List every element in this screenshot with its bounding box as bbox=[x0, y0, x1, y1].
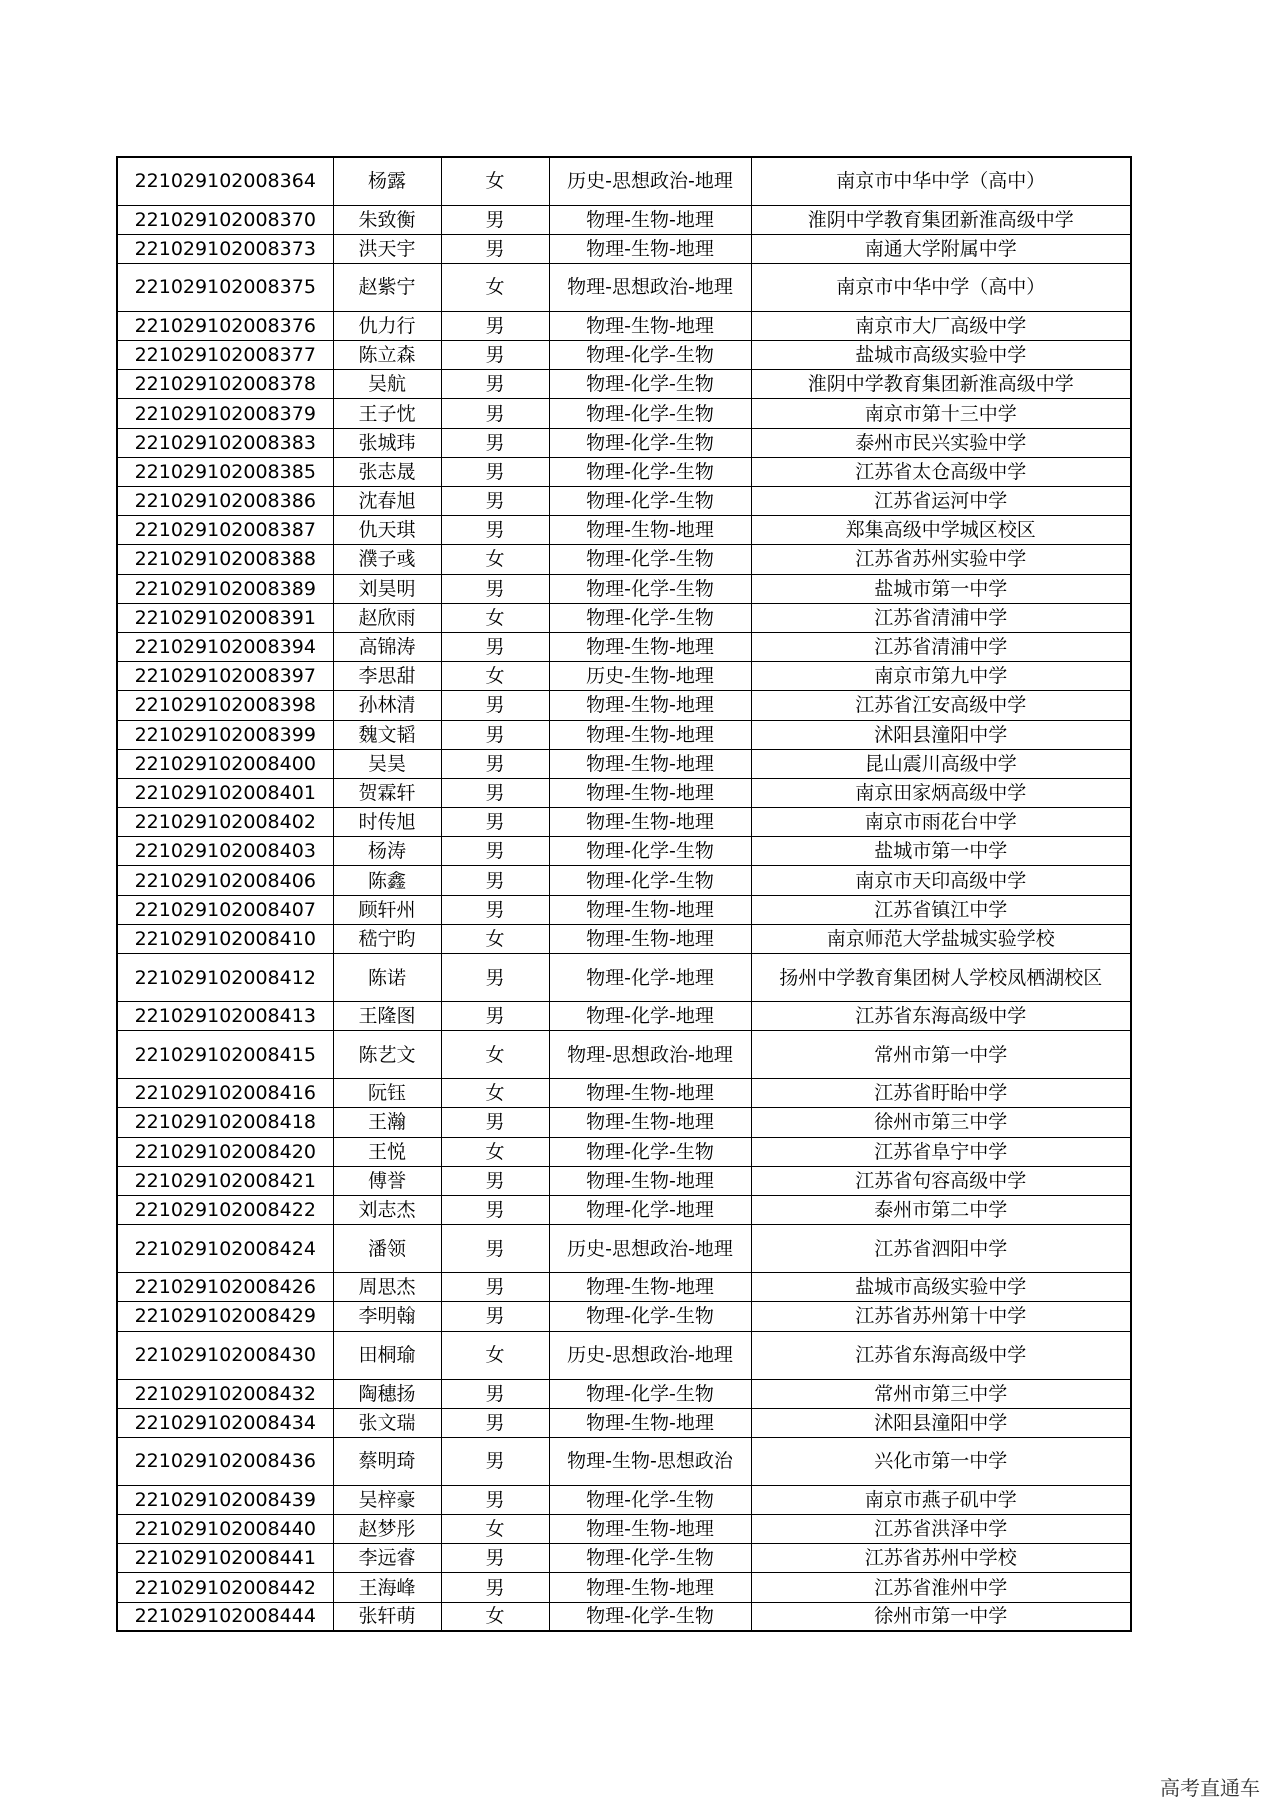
student-name-cell: 阮钰 bbox=[333, 1079, 441, 1108]
subject-combo-cell: 物理-化学-生物 bbox=[549, 1544, 751, 1573]
student-id-cell: 221029102008373 bbox=[117, 234, 333, 263]
student-name-cell: 李思甜 bbox=[333, 662, 441, 691]
gender-cell: 男 bbox=[441, 866, 549, 895]
table-row bbox=[117, 1379, 1131, 1408]
gender-cell: 女 bbox=[441, 924, 549, 953]
gender-cell: 男 bbox=[441, 1544, 549, 1573]
student-name-cell: 仇天琪 bbox=[333, 516, 441, 545]
gender-cell: 女 bbox=[441, 157, 549, 205]
student-id-cell: 221029102008442 bbox=[117, 1573, 333, 1602]
school-cell: 南京市燕子矶中学 bbox=[751, 1485, 1131, 1514]
student-name-cell: 顾轩州 bbox=[333, 895, 441, 924]
gender-cell: 男 bbox=[441, 205, 549, 234]
watermark-text: 高考直通车 bbox=[1160, 1776, 1260, 1800]
student-id-cell: 221029102008422 bbox=[117, 1195, 333, 1224]
school-cell: 泰州市民兴实验中学 bbox=[751, 428, 1131, 457]
student-name-cell: 嵇宁昀 bbox=[333, 924, 441, 953]
student-name-cell: 张志晟 bbox=[333, 457, 441, 486]
gender-cell: 男 bbox=[441, 234, 549, 263]
table-row bbox=[117, 545, 1131, 574]
school-cell: 江苏省淮州中学 bbox=[751, 1573, 1131, 1602]
subject-combo-cell: 物理-生物-地理 bbox=[549, 720, 751, 749]
table-row bbox=[117, 574, 1131, 603]
subject-combo-cell: 历史-生物-地理 bbox=[549, 662, 751, 691]
gender-cell: 男 bbox=[441, 778, 549, 807]
table-row bbox=[117, 263, 1131, 311]
student-name-cell: 李明翰 bbox=[333, 1302, 441, 1331]
student-id-cell: 221029102008391 bbox=[117, 603, 333, 632]
school-cell: 淮阴中学教育集团新淮高级中学 bbox=[751, 370, 1131, 399]
school-cell: 江苏省洪泽中学 bbox=[751, 1515, 1131, 1544]
table-row bbox=[117, 1031, 1131, 1079]
school-cell: 徐州市第一中学 bbox=[751, 1602, 1131, 1631]
gender-cell: 男 bbox=[441, 428, 549, 457]
table-row bbox=[117, 1137, 1131, 1166]
student-name-cell: 杨涛 bbox=[333, 837, 441, 866]
table-row bbox=[117, 662, 1131, 691]
table-row bbox=[117, 866, 1131, 895]
school-cell: 南京市天印高级中学 bbox=[751, 866, 1131, 895]
subject-combo-cell: 物理-生物-地理 bbox=[549, 808, 751, 837]
gender-cell: 男 bbox=[441, 574, 549, 603]
subject-combo-cell: 物理-化学-生物 bbox=[549, 603, 751, 632]
subject-combo-cell: 物理-化学-地理 bbox=[549, 954, 751, 1002]
student-id-cell: 221029102008394 bbox=[117, 632, 333, 661]
student-name-cell: 蔡明琦 bbox=[333, 1437, 441, 1485]
gender-cell: 男 bbox=[441, 1437, 549, 1485]
gender-cell: 男 bbox=[441, 370, 549, 399]
student-name-cell: 吴梓豪 bbox=[333, 1485, 441, 1514]
gender-cell: 男 bbox=[441, 487, 549, 516]
school-cell: 江苏省运河中学 bbox=[751, 487, 1131, 516]
student-id-cell: 221029102008399 bbox=[117, 720, 333, 749]
gender-cell: 男 bbox=[441, 1166, 549, 1195]
school-cell: 江苏省清浦中学 bbox=[751, 632, 1131, 661]
gender-cell: 男 bbox=[441, 749, 549, 778]
table-row bbox=[117, 1079, 1131, 1108]
school-cell: 常州市第三中学 bbox=[751, 1379, 1131, 1408]
student-name-cell: 赵梦彤 bbox=[333, 1515, 441, 1544]
student-id-cell: 221029102008403 bbox=[117, 837, 333, 866]
gender-cell: 男 bbox=[441, 311, 549, 340]
gender-cell: 男 bbox=[441, 399, 549, 428]
table-row bbox=[117, 632, 1131, 661]
student-id-cell: 221029102008421 bbox=[117, 1166, 333, 1195]
student-name-cell: 潘领 bbox=[333, 1225, 441, 1273]
table-row bbox=[117, 341, 1131, 370]
student-id-cell: 221029102008440 bbox=[117, 1515, 333, 1544]
table-row bbox=[117, 837, 1131, 866]
subject-combo-cell: 物理-生物-地理 bbox=[549, 1515, 751, 1544]
school-cell: 沭阳县潼阳中学 bbox=[751, 1408, 1131, 1437]
gender-cell: 女 bbox=[441, 1079, 549, 1108]
student-id-cell: 221029102008432 bbox=[117, 1379, 333, 1408]
table-row bbox=[117, 808, 1131, 837]
table-row bbox=[117, 428, 1131, 457]
subject-combo-cell: 物理-生物-地理 bbox=[549, 234, 751, 263]
school-cell: 扬州中学教育集团树人学校凤栖湖校区 bbox=[751, 954, 1131, 1002]
student-id-cell: 221029102008415 bbox=[117, 1031, 333, 1079]
gender-cell: 男 bbox=[441, 837, 549, 866]
subject-combo-cell: 历史-思想政治-地理 bbox=[549, 1331, 751, 1379]
gender-cell: 男 bbox=[441, 720, 549, 749]
table-row bbox=[117, 311, 1131, 340]
table-row bbox=[117, 749, 1131, 778]
subject-combo-cell: 物理-化学-生物 bbox=[549, 1602, 751, 1631]
student-id-cell: 221029102008398 bbox=[117, 691, 333, 720]
student-id-cell: 221029102008379 bbox=[117, 399, 333, 428]
student-name-cell: 陈诺 bbox=[333, 954, 441, 1002]
school-cell: 南京师范大学盐城实验学校 bbox=[751, 924, 1131, 953]
subject-combo-cell: 历史-思想政治-地理 bbox=[549, 1225, 751, 1273]
student-id-cell: 221029102008420 bbox=[117, 1137, 333, 1166]
gender-cell: 女 bbox=[441, 662, 549, 691]
subject-combo-cell: 物理-生物-地理 bbox=[549, 632, 751, 661]
school-cell: 江苏省太仓高级中学 bbox=[751, 457, 1131, 486]
subject-combo-cell: 物理-生物-地理 bbox=[549, 895, 751, 924]
school-cell: 南京市第九中学 bbox=[751, 662, 1131, 691]
school-cell: 南京田家炳高级中学 bbox=[751, 778, 1131, 807]
gender-cell: 女 bbox=[441, 1331, 549, 1379]
gender-cell: 男 bbox=[441, 457, 549, 486]
student-id-cell: 221029102008387 bbox=[117, 516, 333, 545]
student-name-cell: 李远睿 bbox=[333, 1544, 441, 1573]
subject-combo-cell: 物理-化学-生物 bbox=[549, 370, 751, 399]
student-id-cell: 221029102008370 bbox=[117, 205, 333, 234]
student-name-cell: 张文瑞 bbox=[333, 1408, 441, 1437]
subject-combo-cell: 物理-化学-生物 bbox=[549, 545, 751, 574]
student-name-cell: 吴航 bbox=[333, 370, 441, 399]
school-cell: 郑集高级中学城区校区 bbox=[751, 516, 1131, 545]
subject-combo-cell: 物理-生物-地理 bbox=[549, 1079, 751, 1108]
gender-cell: 男 bbox=[441, 1573, 549, 1602]
table-row bbox=[117, 1273, 1131, 1302]
gender-cell: 男 bbox=[441, 516, 549, 545]
subject-combo-cell: 历史-思想政治-地理 bbox=[549, 157, 751, 205]
school-cell: 沭阳县潼阳中学 bbox=[751, 720, 1131, 749]
student-name-cell: 赵欣雨 bbox=[333, 603, 441, 632]
student-name-cell: 王海峰 bbox=[333, 1573, 441, 1602]
table-row bbox=[117, 1225, 1131, 1273]
gender-cell: 男 bbox=[441, 1225, 549, 1273]
table-body bbox=[117, 157, 1131, 1631]
student-name-cell: 傅誉 bbox=[333, 1166, 441, 1195]
student-id-cell: 221029102008412 bbox=[117, 954, 333, 1002]
student-name-cell: 陈鑫 bbox=[333, 866, 441, 895]
school-cell: 常州市第一中学 bbox=[751, 1031, 1131, 1079]
subject-combo-cell: 物理-生物-地理 bbox=[549, 311, 751, 340]
subject-combo-cell: 物理-化学-地理 bbox=[549, 1002, 751, 1031]
school-cell: 兴化市第一中学 bbox=[751, 1437, 1131, 1485]
school-cell: 南京市中华中学（高中） bbox=[751, 263, 1131, 311]
student-name-cell: 濮子彧 bbox=[333, 545, 441, 574]
student-name-cell: 高锦涛 bbox=[333, 632, 441, 661]
gender-cell: 男 bbox=[441, 691, 549, 720]
student-id-cell: 221029102008376 bbox=[117, 311, 333, 340]
subject-combo-cell: 物理-生物-地理 bbox=[549, 778, 751, 807]
student-name-cell: 张城玮 bbox=[333, 428, 441, 457]
school-cell: 泰州市第二中学 bbox=[751, 1195, 1131, 1224]
student-id-cell: 221029102008388 bbox=[117, 545, 333, 574]
school-cell: 淮阴中学教育集团新淮高级中学 bbox=[751, 205, 1131, 234]
gender-cell: 女 bbox=[441, 545, 549, 574]
table-row bbox=[117, 1302, 1131, 1331]
student-name-cell: 张轩萌 bbox=[333, 1602, 441, 1631]
student-name-cell: 陈立森 bbox=[333, 341, 441, 370]
student-id-cell: 221029102008441 bbox=[117, 1544, 333, 1573]
student-id-cell: 221029102008401 bbox=[117, 778, 333, 807]
school-cell: 盐城市高级实验中学 bbox=[751, 1273, 1131, 1302]
table-row bbox=[117, 895, 1131, 924]
table-row bbox=[117, 1437, 1131, 1485]
student-id-cell: 221029102008418 bbox=[117, 1108, 333, 1137]
student-name-cell: 仇力行 bbox=[333, 311, 441, 340]
student-name-cell: 王瀚 bbox=[333, 1108, 441, 1137]
student-name-cell: 王子忱 bbox=[333, 399, 441, 428]
table-row bbox=[117, 691, 1131, 720]
table-row bbox=[117, 1331, 1131, 1379]
table-row bbox=[117, 205, 1131, 234]
gender-cell: 男 bbox=[441, 1002, 549, 1031]
table-row bbox=[117, 778, 1131, 807]
student-name-cell: 刘志杰 bbox=[333, 1195, 441, 1224]
subject-combo-cell: 物理-化学-生物 bbox=[549, 837, 751, 866]
school-cell: 江苏省东海高级中学 bbox=[751, 1002, 1131, 1031]
student-name-cell: 陶穗扬 bbox=[333, 1379, 441, 1408]
school-cell: 江苏省句容高级中学 bbox=[751, 1166, 1131, 1195]
gender-cell: 女 bbox=[441, 603, 549, 632]
subject-combo-cell: 物理-生物-地理 bbox=[549, 205, 751, 234]
student-name-cell: 贺霖轩 bbox=[333, 778, 441, 807]
student-name-cell: 杨露 bbox=[333, 157, 441, 205]
table-row bbox=[117, 516, 1131, 545]
table-row bbox=[117, 924, 1131, 953]
school-cell: 盐城市第一中学 bbox=[751, 837, 1131, 866]
subject-combo-cell: 物理-化学-地理 bbox=[549, 1195, 751, 1224]
subject-combo-cell: 物理-化学-生物 bbox=[549, 1302, 751, 1331]
table-row bbox=[117, 457, 1131, 486]
subject-combo-cell: 物理-思想政治-地理 bbox=[549, 1031, 751, 1079]
table-row bbox=[117, 720, 1131, 749]
school-cell: 南京市雨花台中学 bbox=[751, 808, 1131, 837]
subject-combo-cell: 物理-生物-地理 bbox=[549, 1108, 751, 1137]
student-id-cell: 221029102008375 bbox=[117, 263, 333, 311]
table-row bbox=[117, 1515, 1131, 1544]
school-cell: 江苏省盱眙中学 bbox=[751, 1079, 1131, 1108]
table-row bbox=[117, 1108, 1131, 1137]
subject-combo-cell: 物理-生物-思想政治 bbox=[549, 1437, 751, 1485]
gender-cell: 男 bbox=[441, 1485, 549, 1514]
subject-combo-cell: 物理-生物-地理 bbox=[549, 1408, 751, 1437]
table-row bbox=[117, 1166, 1131, 1195]
student-name-cell: 王隆图 bbox=[333, 1002, 441, 1031]
student-id-cell: 221029102008402 bbox=[117, 808, 333, 837]
subject-combo-cell: 物理-化学-生物 bbox=[549, 399, 751, 428]
school-cell: 昆山震川高级中学 bbox=[751, 749, 1131, 778]
table-row bbox=[117, 1573, 1131, 1602]
gender-cell: 男 bbox=[441, 1408, 549, 1437]
gender-cell: 男 bbox=[441, 954, 549, 1002]
gender-cell: 男 bbox=[441, 341, 549, 370]
student-id-cell: 221029102008397 bbox=[117, 662, 333, 691]
student-name-cell: 魏文韬 bbox=[333, 720, 441, 749]
student-id-cell: 221029102008389 bbox=[117, 574, 333, 603]
gender-cell: 女 bbox=[441, 1137, 549, 1166]
subject-combo-cell: 物理-化学-生物 bbox=[549, 574, 751, 603]
gender-cell: 男 bbox=[441, 808, 549, 837]
table-row bbox=[117, 234, 1131, 263]
gender-cell: 男 bbox=[441, 1273, 549, 1302]
student-list-table bbox=[116, 156, 1132, 1632]
student-name-cell: 周思杰 bbox=[333, 1273, 441, 1302]
student-name-cell: 洪天宇 bbox=[333, 234, 441, 263]
student-id-cell: 221029102008406 bbox=[117, 866, 333, 895]
table-row bbox=[117, 1195, 1131, 1224]
subject-combo-cell: 物理-化学-生物 bbox=[549, 487, 751, 516]
subject-combo-cell: 物理-生物-地理 bbox=[549, 749, 751, 778]
subject-combo-cell: 物理-化学-生物 bbox=[549, 866, 751, 895]
student-id-cell: 221029102008377 bbox=[117, 341, 333, 370]
gender-cell: 男 bbox=[441, 632, 549, 661]
table-row bbox=[117, 157, 1131, 205]
table-row bbox=[117, 1002, 1131, 1031]
school-cell: 江苏省苏州第十中学 bbox=[751, 1302, 1131, 1331]
student-id-cell: 221029102008386 bbox=[117, 487, 333, 516]
subject-combo-cell: 物理-化学-生物 bbox=[549, 1379, 751, 1408]
student-id-cell: 221029102008424 bbox=[117, 1225, 333, 1273]
table-row bbox=[117, 1544, 1131, 1573]
table-row bbox=[117, 954, 1131, 1002]
subject-combo-cell: 物理-生物-地理 bbox=[549, 1273, 751, 1302]
table-row bbox=[117, 370, 1131, 399]
gender-cell: 女 bbox=[441, 1515, 549, 1544]
school-cell: 江苏省清浦中学 bbox=[751, 603, 1131, 632]
subject-combo-cell: 物理-化学-生物 bbox=[549, 341, 751, 370]
subject-combo-cell: 物理-化学-生物 bbox=[549, 1485, 751, 1514]
subject-combo-cell: 物理-生物-地理 bbox=[549, 516, 751, 545]
school-cell: 江苏省阜宁中学 bbox=[751, 1137, 1131, 1166]
student-id-cell: 221029102008416 bbox=[117, 1079, 333, 1108]
gender-cell: 男 bbox=[441, 1302, 549, 1331]
student-id-cell: 221029102008364 bbox=[117, 157, 333, 205]
student-id-cell: 221029102008434 bbox=[117, 1408, 333, 1437]
gender-cell: 男 bbox=[441, 1195, 549, 1224]
student-name-cell: 田桐瑜 bbox=[333, 1331, 441, 1379]
subject-combo-cell: 物理-生物-地理 bbox=[549, 1573, 751, 1602]
subject-combo-cell: 物理-思想政治-地理 bbox=[549, 263, 751, 311]
table-row bbox=[117, 1485, 1131, 1514]
school-cell: 盐城市高级实验中学 bbox=[751, 341, 1131, 370]
school-cell: 江苏省泗阳中学 bbox=[751, 1225, 1131, 1273]
gender-cell: 男 bbox=[441, 895, 549, 924]
table-row bbox=[117, 1408, 1131, 1437]
student-name-cell: 吴昊 bbox=[333, 749, 441, 778]
student-name-cell: 朱致衡 bbox=[333, 205, 441, 234]
school-cell: 江苏省苏州实验中学 bbox=[751, 545, 1131, 574]
student-name-cell: 时传旭 bbox=[333, 808, 441, 837]
school-cell: 江苏省镇江中学 bbox=[751, 895, 1131, 924]
student-id-cell: 221029102008410 bbox=[117, 924, 333, 953]
student-id-cell: 221029102008436 bbox=[117, 1437, 333, 1485]
school-cell: 盐城市第一中学 bbox=[751, 574, 1131, 603]
student-id-cell: 221029102008413 bbox=[117, 1002, 333, 1031]
student-id-cell: 221029102008385 bbox=[117, 457, 333, 486]
subject-combo-cell: 物理-化学-生物 bbox=[549, 1137, 751, 1166]
gender-cell: 男 bbox=[441, 1108, 549, 1137]
student-id-cell: 221029102008400 bbox=[117, 749, 333, 778]
student-name-cell: 刘昊明 bbox=[333, 574, 441, 603]
school-cell: 江苏省苏州中学校 bbox=[751, 1544, 1131, 1573]
subject-combo-cell: 物理-生物-地理 bbox=[549, 1166, 751, 1195]
student-name-cell: 赵紫宁 bbox=[333, 263, 441, 311]
table-row bbox=[117, 487, 1131, 516]
table-row bbox=[117, 399, 1131, 428]
subject-combo-cell: 物理-化学-生物 bbox=[549, 428, 751, 457]
subject-combo-cell: 物理-生物-地理 bbox=[549, 924, 751, 953]
student-name-cell: 陈艺文 bbox=[333, 1031, 441, 1079]
school-cell: 南京市中华中学（高中） bbox=[751, 157, 1131, 205]
student-id-cell: 221029102008444 bbox=[117, 1602, 333, 1631]
student-name-cell: 王悦 bbox=[333, 1137, 441, 1166]
school-cell: 江苏省东海高级中学 bbox=[751, 1331, 1131, 1379]
student-id-cell: 221029102008429 bbox=[117, 1302, 333, 1331]
student-id-cell: 221029102008383 bbox=[117, 428, 333, 457]
school-cell: 南京市大厂高级中学 bbox=[751, 311, 1131, 340]
table-row bbox=[117, 603, 1131, 632]
student-id-cell: 221029102008439 bbox=[117, 1485, 333, 1514]
subject-combo-cell: 物理-化学-生物 bbox=[549, 457, 751, 486]
gender-cell: 女 bbox=[441, 1031, 549, 1079]
student-id-cell: 221029102008430 bbox=[117, 1331, 333, 1379]
table-row bbox=[117, 1602, 1131, 1631]
student-name-cell: 沈春旭 bbox=[333, 487, 441, 516]
school-cell: 徐州市第三中学 bbox=[751, 1108, 1131, 1137]
student-name-cell: 孙林清 bbox=[333, 691, 441, 720]
gender-cell: 女 bbox=[441, 263, 549, 311]
school-cell: 南通大学附属中学 bbox=[751, 234, 1131, 263]
student-id-cell: 221029102008426 bbox=[117, 1273, 333, 1302]
student-id-cell: 221029102008378 bbox=[117, 370, 333, 399]
gender-cell: 男 bbox=[441, 1379, 549, 1408]
school-cell: 南京市第十三中学 bbox=[751, 399, 1131, 428]
gender-cell: 女 bbox=[441, 1602, 549, 1631]
student-id-cell: 221029102008407 bbox=[117, 895, 333, 924]
subject-combo-cell: 物理-生物-地理 bbox=[549, 691, 751, 720]
school-cell: 江苏省江安高级中学 bbox=[751, 691, 1131, 720]
